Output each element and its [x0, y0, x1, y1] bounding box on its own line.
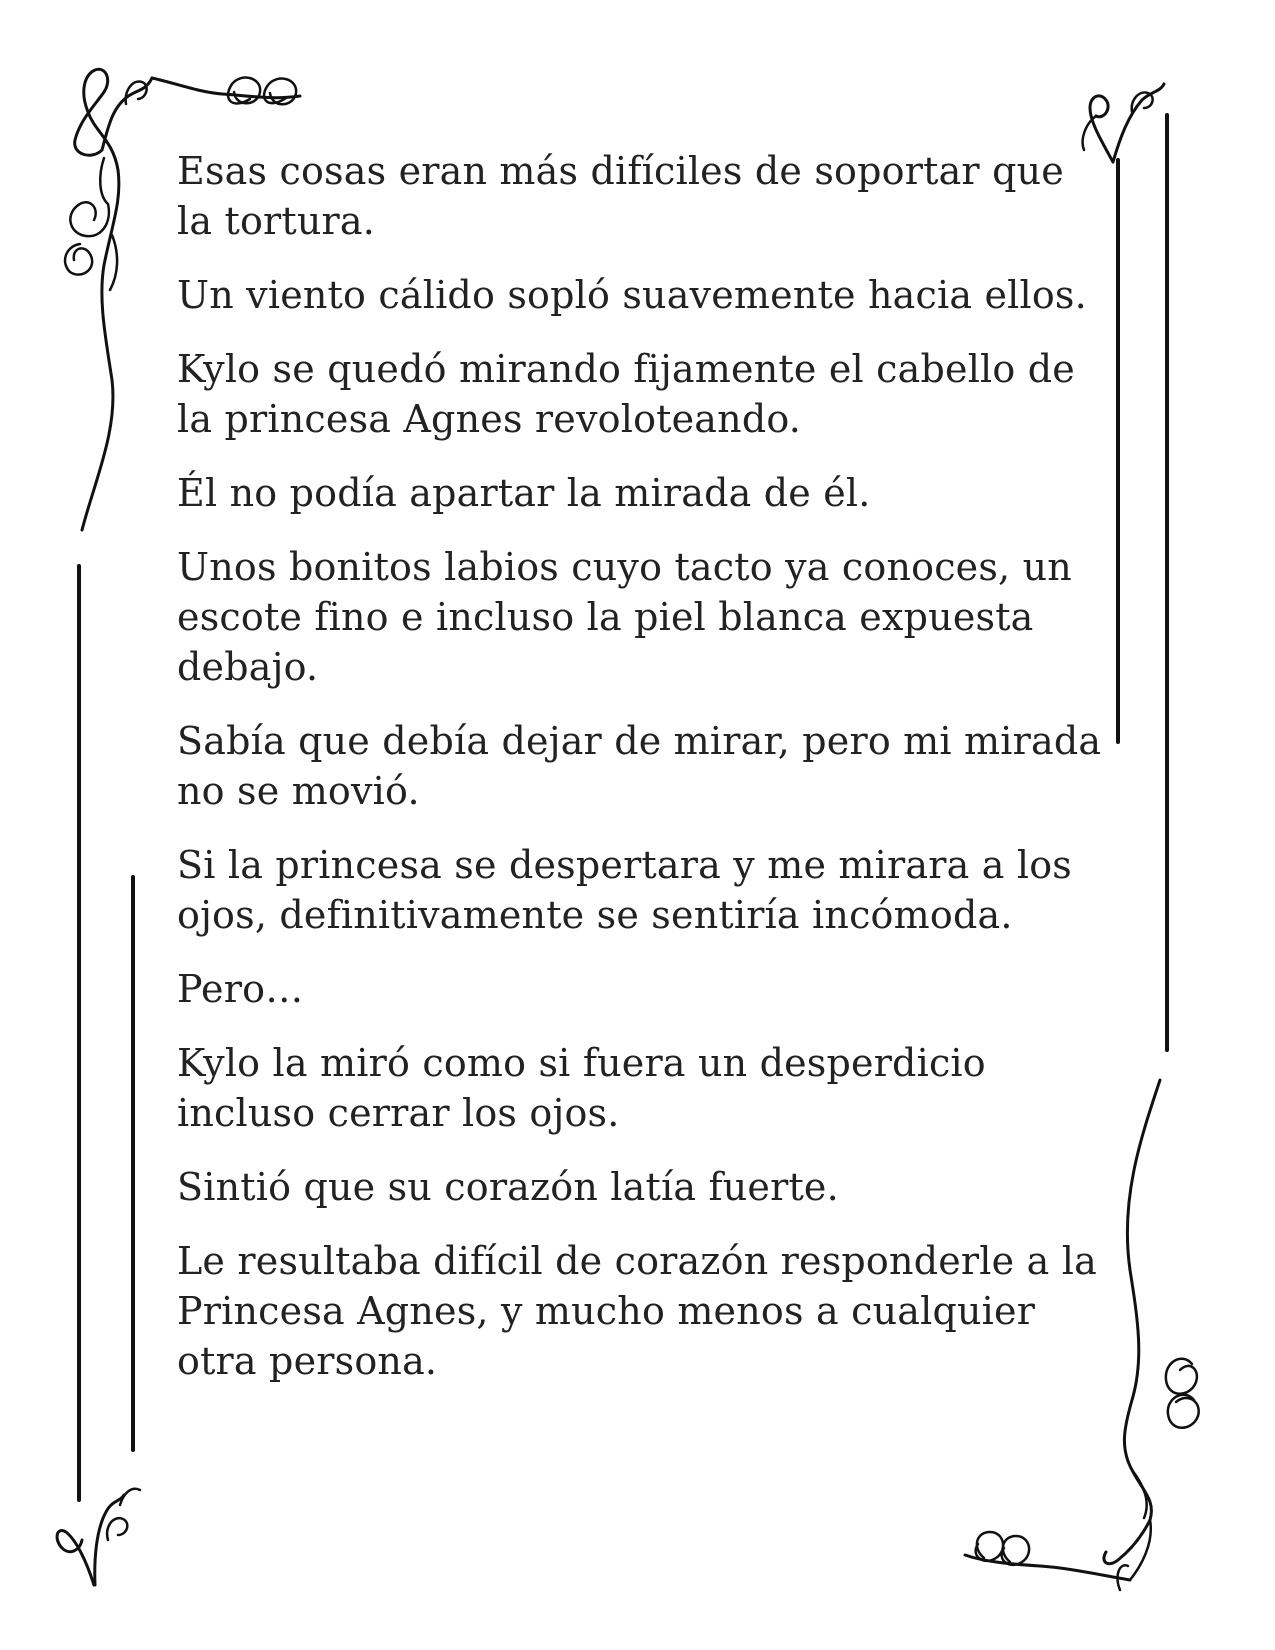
paragraph: Esas cosas eran más difíciles de soportar que la tortura.: [177, 149, 1064, 243]
paragraph: Sintió que su corazón latía fuerte.: [177, 1165, 839, 1209]
paragraph: Pero…: [177, 967, 304, 1011]
paragraph: Si la princesa se despertara y me mirara a los ojos, definitivamente se sentiría incómoda.: [177, 843, 1072, 937]
flourish-bottom-left: [57, 1489, 140, 1585]
story-text: [177, 146, 1107, 1410]
paragraph: Un viento cálido sopló suavemente hacia ellos.: [177, 273, 1087, 317]
left-border-lines: [79, 566, 133, 1500]
paragraph: Él no podía apartar la mirada de él.: [177, 471, 871, 515]
paragraph: Kylo la miró como si fuera un desperdicio incluso cerrar los ojos.: [177, 1041, 986, 1135]
paragraph: Sabía que debía dejar de mirar, pero mi mirada no se movió.: [177, 719, 1102, 813]
paragraph: Unos bonitos labios cuyo tacto ya conoces, un escote fino e incluso la piel blanca expuesta debajo.: [177, 545, 1072, 689]
right-border-lines: [1118, 115, 1167, 1050]
paragraph: Le resultaba difícil de corazón responderle a la Princesa Agnes, y mucho menos a cualquier otra persona.: [177, 1239, 1097, 1383]
paragraph: Kylo se quedó mirando fijamente el cabello de la princesa Agnes revoloteando.: [177, 347, 1075, 441]
